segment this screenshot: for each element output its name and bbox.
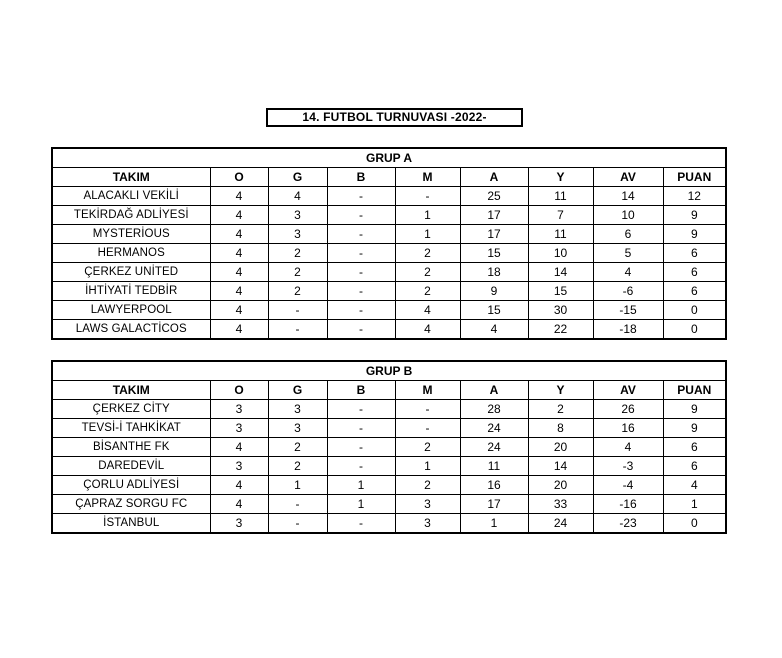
cell-b: - [327,438,395,457]
cell-team: İHTİYATİ TEDBİR [52,282,210,301]
cell-g: 1 [268,476,327,495]
cell-b: - [327,514,395,534]
cell-team: DAREDEVİL [52,457,210,476]
cell-av: 26 [593,400,663,419]
cell-a: 28 [460,400,528,419]
cell-o: 4 [210,301,268,320]
cell-g: 4 [268,187,327,206]
column-header-row [52,381,726,400]
cell-puan: 0 [663,514,726,534]
cell-av: -16 [593,495,663,514]
cell-a: 4 [460,320,528,340]
cell-puan: 9 [663,419,726,438]
cell-y: 14 [528,263,593,282]
cell-m: 2 [395,438,460,457]
cell-team: ÇAPRAZ SORGU FC [52,495,210,514]
cell-o: 3 [210,419,268,438]
cell-o: 3 [210,400,268,419]
cell-av: 4 [593,438,663,457]
cell-g: 2 [268,282,327,301]
cell-o: 4 [210,320,268,340]
cell-y: 20 [528,438,593,457]
cell-b: 1 [327,476,395,495]
cell-a: 17 [460,495,528,514]
cell-puan: 4 [663,476,726,495]
cell-o: 4 [210,225,268,244]
cell-puan: 6 [663,457,726,476]
cell-m: 2 [395,263,460,282]
cell-a: 15 [460,244,528,263]
cell-av: 16 [593,419,663,438]
cell-y: 7 [528,206,593,225]
cell-puan: 9 [663,225,726,244]
cell-y: 20 [528,476,593,495]
cell-b: - [327,263,395,282]
group-b-table [51,360,727,534]
cell-a: 18 [460,263,528,282]
table-row [52,301,726,320]
cell-y: 10 [528,244,593,263]
table-row [52,244,726,263]
cell-m: 1 [395,225,460,244]
tournament-title: 14. FUTBOL TURNUVASI -2022- [266,108,523,127]
table-row [52,320,726,340]
cell-b: - [327,187,395,206]
cell-team: ÇERKEZ UNİTED [52,263,210,282]
cell-y: 11 [528,187,593,206]
cell-av: -15 [593,301,663,320]
cell-b: - [327,400,395,419]
cell-av: 14 [593,187,663,206]
col-header-g: G [268,381,327,400]
cell-g: - [268,514,327,534]
cell-y: 14 [528,457,593,476]
col-header-m: M [395,381,460,400]
cell-y: 11 [528,225,593,244]
cell-puan: 12 [663,187,726,206]
group-b-rows [52,400,726,534]
group-title: GRUP B [52,361,726,381]
col-header-y: Y [528,381,593,400]
col-header-takim: TAKIM [52,381,210,400]
cell-g: 2 [268,244,327,263]
cell-g: 2 [268,457,327,476]
cell-o: 4 [210,206,268,225]
cell-team: BİSANTHE FK [52,438,210,457]
cell-a: 24 [460,419,528,438]
cell-b: - [327,244,395,263]
cell-puan: 6 [663,282,726,301]
table-row [52,514,726,534]
cell-o: 4 [210,282,268,301]
table-row [52,206,726,225]
cell-puan: 0 [663,301,726,320]
table-row [52,187,726,206]
cell-b: - [327,206,395,225]
cell-a: 11 [460,457,528,476]
cell-g: - [268,301,327,320]
cell-b: - [327,419,395,438]
cell-puan: 0 [663,320,726,340]
cell-o: 3 [210,457,268,476]
cell-y: 30 [528,301,593,320]
table-row [52,476,726,495]
cell-team: LAWYERPOOL [52,301,210,320]
cell-a: 15 [460,301,528,320]
table-row [52,400,726,419]
cell-m: 3 [395,514,460,534]
table-row [52,419,726,438]
group-a-table [51,147,727,340]
cell-g: 2 [268,263,327,282]
cell-g: 3 [268,206,327,225]
col-header-m: M [395,168,460,187]
cell-team: LAWS GALACTİCOS [52,320,210,340]
cell-m: - [395,187,460,206]
col-header-y: Y [528,168,593,187]
cell-g: - [268,320,327,340]
cell-g: 3 [268,400,327,419]
cell-y: 22 [528,320,593,340]
cell-g: 3 [268,419,327,438]
cell-o: 4 [210,244,268,263]
cell-team: ÇERKEZ CİTY [52,400,210,419]
col-header-o: O [210,168,268,187]
group-title: GRUP A [52,148,726,168]
cell-b: - [327,282,395,301]
cell-av: 4 [593,263,663,282]
cell-y: 8 [528,419,593,438]
cell-a: 9 [460,282,528,301]
cell-av: 5 [593,244,663,263]
cell-puan: 1 [663,495,726,514]
cell-m: 4 [395,320,460,340]
cell-team: TEVSİ-İ TAHKİKAT [52,419,210,438]
table-row [52,282,726,301]
cell-m: 2 [395,282,460,301]
cell-av: -4 [593,476,663,495]
col-header-takim: TAKIM [52,168,210,187]
cell-b: - [327,225,395,244]
cell-o: 4 [210,495,268,514]
table-row [52,225,726,244]
cell-av: -23 [593,514,663,534]
cell-y: 2 [528,400,593,419]
col-header-g: G [268,168,327,187]
cell-o: 4 [210,263,268,282]
cell-b: - [327,457,395,476]
cell-a: 25 [460,187,528,206]
table-row [52,438,726,457]
cell-team: HERMANOS [52,244,210,263]
cell-o: 4 [210,438,268,457]
cell-m: 3 [395,495,460,514]
cell-av: -3 [593,457,663,476]
cell-g: - [268,495,327,514]
cell-o: 4 [210,187,268,206]
cell-m: - [395,419,460,438]
table-row [52,457,726,476]
cell-b: - [327,320,395,340]
col-header-a: A [460,381,528,400]
cell-av: 10 [593,206,663,225]
cell-puan: 9 [663,206,726,225]
cell-a: 17 [460,206,528,225]
cell-puan: 6 [663,263,726,282]
cell-m: 4 [395,301,460,320]
cell-av: -18 [593,320,663,340]
col-header-o: O [210,381,268,400]
cell-y: 15 [528,282,593,301]
col-header-av: AV [593,381,663,400]
cell-team: ÇORLU ADLİYESİ [52,476,210,495]
col-header-a: A [460,168,528,187]
cell-m: 1 [395,206,460,225]
cell-av: 6 [593,225,663,244]
table-row [52,495,726,514]
cell-b: - [327,301,395,320]
cell-m: 2 [395,476,460,495]
cell-puan: 9 [663,400,726,419]
cell-b: 1 [327,495,395,514]
cell-team: İSTANBUL [52,514,210,534]
cell-y: 24 [528,514,593,534]
cell-m: 2 [395,244,460,263]
table-row [52,263,726,282]
group-a-rows [52,187,726,340]
cell-y: 33 [528,495,593,514]
cell-m: 1 [395,457,460,476]
cell-puan: 6 [663,438,726,457]
cell-o: 3 [210,514,268,534]
cell-o: 4 [210,476,268,495]
col-header-puan: PUAN [663,381,726,400]
cell-a: 24 [460,438,528,457]
col-header-b: B [327,168,395,187]
cell-a: 17 [460,225,528,244]
cell-g: 2 [268,438,327,457]
cell-g: 3 [268,225,327,244]
cell-m: - [395,400,460,419]
cell-a: 1 [460,514,528,534]
cell-team: TEKİRDAĞ ADLİYESİ [52,206,210,225]
cell-team: ALACAKLI VEKİLİ [52,187,210,206]
col-header-b: B [327,381,395,400]
cell-team: MYSTERİOUS [52,225,210,244]
cell-av: -6 [593,282,663,301]
cell-puan: 6 [663,244,726,263]
col-header-av: AV [593,168,663,187]
cell-a: 16 [460,476,528,495]
col-header-puan: PUAN [663,168,726,187]
column-header-row [52,168,726,187]
